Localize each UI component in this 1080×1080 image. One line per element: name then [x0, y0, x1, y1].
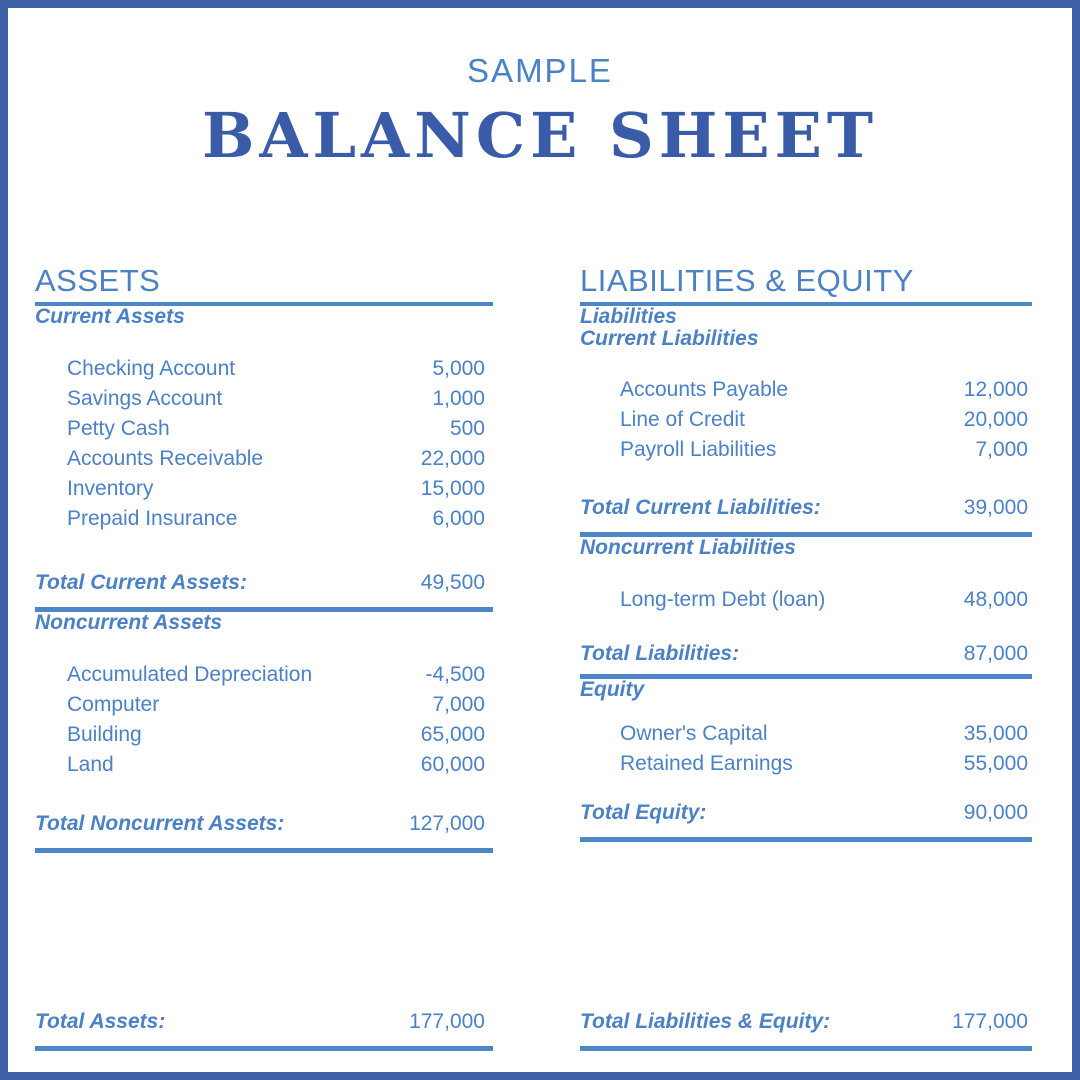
current-assets-heading: Current Assets [35, 305, 185, 328]
item-value: 20,000 [963, 408, 1028, 431]
total-value: 177,000 [952, 1010, 1028, 1033]
item-value: 6,000 [432, 507, 485, 530]
item-value: 7,000 [975, 438, 1028, 461]
item-value: 35,000 [963, 722, 1028, 745]
list-item [35, 354, 493, 384]
item-value: 65,000 [420, 723, 485, 746]
current-liabilities-list [580, 375, 1032, 465]
item-label: Payroll Liabilities [620, 438, 777, 461]
item-label: Inventory [67, 477, 154, 500]
item-value: 15,000 [420, 477, 485, 500]
page-title: BALANCE SHEET [201, 99, 879, 172]
list-item [35, 414, 493, 444]
item-value: 22,000 [420, 447, 485, 470]
total-noncurrent-assets-rule [35, 848, 493, 853]
total-current-liabilities-row [580, 496, 1032, 520]
total-value: 90,000 [963, 801, 1028, 824]
item-label: Checking Account [67, 357, 236, 380]
total-liabilities-row [580, 642, 1032, 666]
current-assets-list [35, 354, 493, 534]
list-item [35, 444, 493, 474]
noncurrent-liabilities-heading: Noncurrent Liabilities [580, 536, 796, 559]
total-assets-block [35, 1010, 493, 1051]
total-value: 127,000 [409, 812, 485, 835]
liabilities-equity-column [580, 263, 1032, 1063]
item-value: 12,000 [963, 378, 1028, 401]
list-item [580, 749, 1032, 779]
list-item [35, 384, 493, 414]
assets-column [35, 263, 493, 1063]
current-liabilities-heading: Current Liabilities [580, 327, 759, 350]
item-value: 500 [449, 417, 485, 440]
total-assets-rule [35, 1046, 493, 1051]
list-item [580, 405, 1032, 435]
item-label: Long-term Debt (loan) [620, 588, 826, 611]
total-assets-row [35, 1010, 493, 1034]
liabilities-equity-heading: LIABILITIES & EQUITY [580, 263, 914, 298]
equity-list [580, 719, 1032, 779]
total-noncurrent-assets-row [35, 812, 493, 836]
list-item [580, 719, 1032, 749]
item-label: Land [67, 753, 114, 776]
item-value: 7,000 [432, 693, 485, 716]
list-item [580, 375, 1032, 405]
list-item [35, 750, 493, 780]
liabilities-heading: Liabilities [580, 305, 677, 328]
total-liabilities-equity-rule [580, 1046, 1032, 1051]
noncurrent-assets-list [35, 660, 493, 780]
item-value: -4,500 [425, 663, 485, 686]
total-value: 49,500 [420, 571, 485, 594]
item-label: Savings Account [67, 387, 223, 410]
total-value: 87,000 [963, 642, 1028, 665]
item-label: Line of Credit [620, 408, 745, 431]
item-label: Computer [67, 693, 160, 716]
total-equity-row [580, 801, 1032, 825]
item-value: 5,000 [432, 357, 485, 380]
list-item [580, 585, 1032, 615]
list-item [35, 504, 493, 534]
list-item [580, 435, 1032, 465]
item-label: Building [67, 723, 142, 746]
total-label: Total Liabilities: [580, 642, 740, 665]
item-value: 55,000 [963, 752, 1028, 775]
total-liabilities-equity-block [580, 1010, 1032, 1051]
total-label: Total Current Assets: [35, 571, 247, 594]
total-value: 39,000 [963, 496, 1028, 519]
item-value: 1,000 [432, 387, 485, 410]
total-equity-rule [580, 837, 1032, 842]
item-label: Prepaid Insurance [67, 507, 238, 530]
assets-heading: ASSETS [35, 263, 161, 298]
item-value: 60,000 [420, 753, 485, 776]
total-label: Total Liabilities & Equity: [580, 1010, 831, 1033]
total-label: Total Noncurrent Assets: [35, 812, 285, 835]
list-item [35, 690, 493, 720]
list-item [35, 660, 493, 690]
sample-label: SAMPLE [467, 52, 613, 89]
item-value: 48,000 [963, 588, 1028, 611]
item-label: Petty Cash [67, 417, 170, 440]
equity-heading: Equity [580, 678, 645, 701]
item-label: Accumulated Depreciation [67, 663, 313, 686]
item-label: Accounts Payable [620, 378, 789, 401]
total-label: Total Current Liabilities: [580, 496, 821, 519]
total-label: Total Equity: [580, 801, 707, 824]
total-liabilities-equity-row [580, 1010, 1032, 1034]
item-label: Owner's Capital [620, 722, 768, 745]
noncurrent-assets-heading: Noncurrent Assets [35, 611, 223, 634]
list-item [35, 720, 493, 750]
list-item [35, 474, 493, 504]
item-label: Accounts Receivable [67, 447, 264, 470]
noncurrent-liabilities-list [580, 585, 1032, 615]
item-label: Retained Earnings [620, 752, 793, 775]
total-value: 177,000 [409, 1010, 485, 1033]
total-label: Total Assets: [35, 1010, 166, 1033]
total-current-assets-row [35, 571, 493, 595]
